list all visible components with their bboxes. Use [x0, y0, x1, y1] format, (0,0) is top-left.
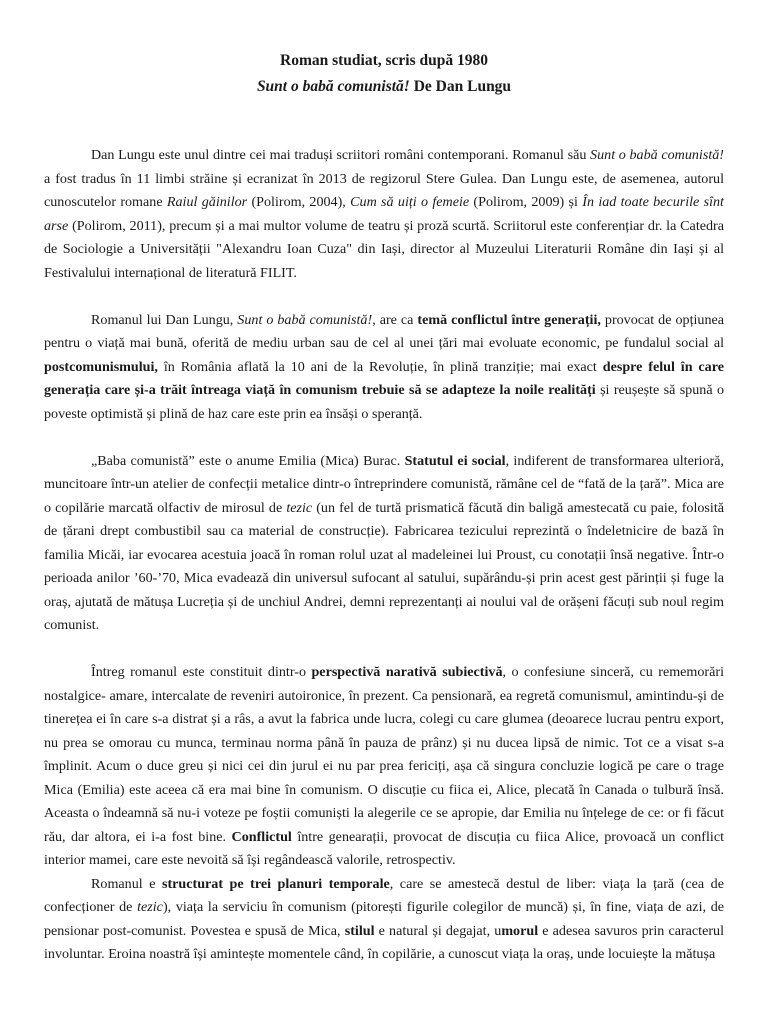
paragraph-author-bio — [44, 144, 724, 285]
text-run: (Polirom, 2004), — [247, 194, 351, 210]
text-run: între genearații, provocat de discuția cu fiica Alice, provoacă un conflict interior mamei, care este nevoită să își regândească valorile, retrospectiv. — [44, 828, 724, 868]
bold-text: postcomunismului, — [44, 358, 158, 375]
text-run: , indiferent de transformarea ulterioră, muncitoare într-un atelier de confecții metalice dintr-o întreprindere comunistă, rămâne cel de “fată de la țară”. Mica are o copilărie marcată olfactiv de mirosul de — [44, 452, 724, 516]
italic-text: Sunt o babă comunistă! — [237, 311, 373, 328]
text-run: (Polirom, 2009) și — [469, 194, 583, 210]
bold-text: Conflictul — [231, 828, 292, 845]
italic-text: Cum să uiți o femeie — [350, 194, 470, 210]
bold-text: structurat pe trei planuri temporale — [161, 875, 390, 892]
text-run: Întreg romanul este constituit dintr-o — [91, 664, 312, 680]
title-line-2 — [44, 74, 724, 100]
text-run: , are ca — [372, 311, 418, 328]
text-run: în România aflată la 10 ani de la Revoluție, în plină tranziție; mai exact — [157, 358, 603, 375]
text-run: (un fel de turtă prismatică făcută din baligă amestecată cu paie, folosită de țărani drept combustibil sau ca material de construcție). Fabricarea tezicului reprezintă o îndeletnicire de bază în familia Micăi, iar evocarea acestuia joacă în roman rolul uzat al madeleinei lui Proust, cu conotații însă negative. Într-o perioada anilor ’60-’70, Mica evadează din universul sufocant al satului, supărându-și prin acest gest părinții și fuge la oraș, ajutată de mătușa Lucreția și de unchiul Andrei, demni reprezentanți ai noului val de orășeni făcuți sub noul regim comunist. — [44, 499, 724, 633]
bold-text: perspectivă narativă subiectivă — [311, 664, 503, 680]
bold-text: despre felul în care generația care și-a trăit întreaga viață în comunism trebuie să se adapteze la noile realități — [44, 358, 724, 398]
title-line-1: Roman studiat, scris după 1980 — [280, 52, 488, 69]
bold-text: Statutul ei social — [404, 452, 506, 469]
paragraph-theme — [44, 309, 724, 427]
text-run: Romanul e — [91, 875, 162, 892]
text-run: e adesea savuros prin caracterul involuntar. Eroina noastră își amintește momentele când, în copilărie, a cunoscut viața la oraș, unde locuiește la mătușa — [44, 922, 724, 962]
bold-text: temă conflictul între generații, — [417, 311, 601, 328]
document-title — [44, 48, 724, 100]
title-book-name: Sunt o babă comunistă! — [256, 78, 410, 95]
italic-text: Sunt o babă comunistă! — [590, 147, 724, 163]
bold-text: stilul — [344, 922, 375, 939]
paragraph-character — [44, 450, 724, 638]
italic-text: Raiul găinilor — [166, 194, 248, 210]
italic-text: tezic — [137, 899, 163, 915]
italic-text: tezic — [286, 499, 313, 516]
paragraph-structure — [44, 873, 724, 967]
document-body — [44, 144, 724, 967]
text-run: „Baba comunistă” este o anume Emilia (Mica) Burac. — [91, 452, 405, 469]
title-author: De Dan Lungu — [409, 78, 512, 95]
text-run: ), viața la serviciu în comunism (pitorești figurile colegilor de muncă) și, în fine, viața de azi, de pensionar post-comunist. Povestea e spusă de Mica, — [44, 899, 724, 939]
text-run: Romanul lui Dan Lungu, — [91, 311, 238, 328]
italic-text: În iad toate becurile sînt arse — [44, 194, 724, 234]
paragraph-perspective — [44, 661, 724, 873]
text-run: Dan Lungu este unul dintre cei mai traduși scriitori români contemporani. Romanul său — [91, 147, 591, 163]
bold-text: morul — [501, 922, 539, 939]
text-run: a fost tradus în 11 limbi străine și ecranizat în 2013 de regizorul Stere Gulea. Dan Lungu este, de asemenea, autorul cunoscutelor romane — [44, 170, 724, 210]
text-run: , care se amestecă destul de liber: viața la țară (cea de confecționer de — [44, 875, 724, 915]
text-run: (Polirom, 2011), precum și a mai multor volume de teatru și proză scurtă. Scriitorul este conferențiar dr. la Catedra de Sociologie a Universității "Alexandru Ioan Cuza" din Iași, director al Muzeului Literaturii Române din Iași și al Festivalului internațional de literatură FILIT. — [44, 217, 724, 281]
text-run: e natural și degajat, u — [374, 922, 502, 939]
text-run: , o confesiune sinceră, cu rememorări nostalgice- amare, intercalate de reveniri autoironice, în prezent. Ca pensionară, ea regretă comunismul, amintindu-și de tinerețea ei în care s-a distrat și a râs, a avut la fabrica unde lucra, colegi cu care glumea (deoarece lucrau pentru export, nu prea se omorau cu munca, terminau norma până în pauza de prânz) și nu ducea lipsă de nimic. Tot ce a visat s-a împlinit. Acum o duce greu și nici cei din jurul ei nu par prea fericiți, așa că singura concluzie logică pe care o trage Mica (Emilia) este aceea că era mai bine în comunism. O discuție cu fiica ei, Alice, plecată în Canada o tulbură însă. Aceasta o îndeamnă să nu-i voteze pe foștii comuniști la alegerile ce se apropie, dar Emilia nu înțelege de ce: or fi făcut rău, dar altora, ei i-a fost bine. — [44, 664, 724, 845]
text-run: și reușește să spună o poveste optimistă și plină de haz care este prin ea însăși o speranță. — [44, 382, 724, 422]
text-run: provocat de opțiunea pentru o viață mai bună, oferită de mediu urban sau de cel al unei țări mai evoluate economic, pe fundalul social al — [44, 311, 725, 351]
